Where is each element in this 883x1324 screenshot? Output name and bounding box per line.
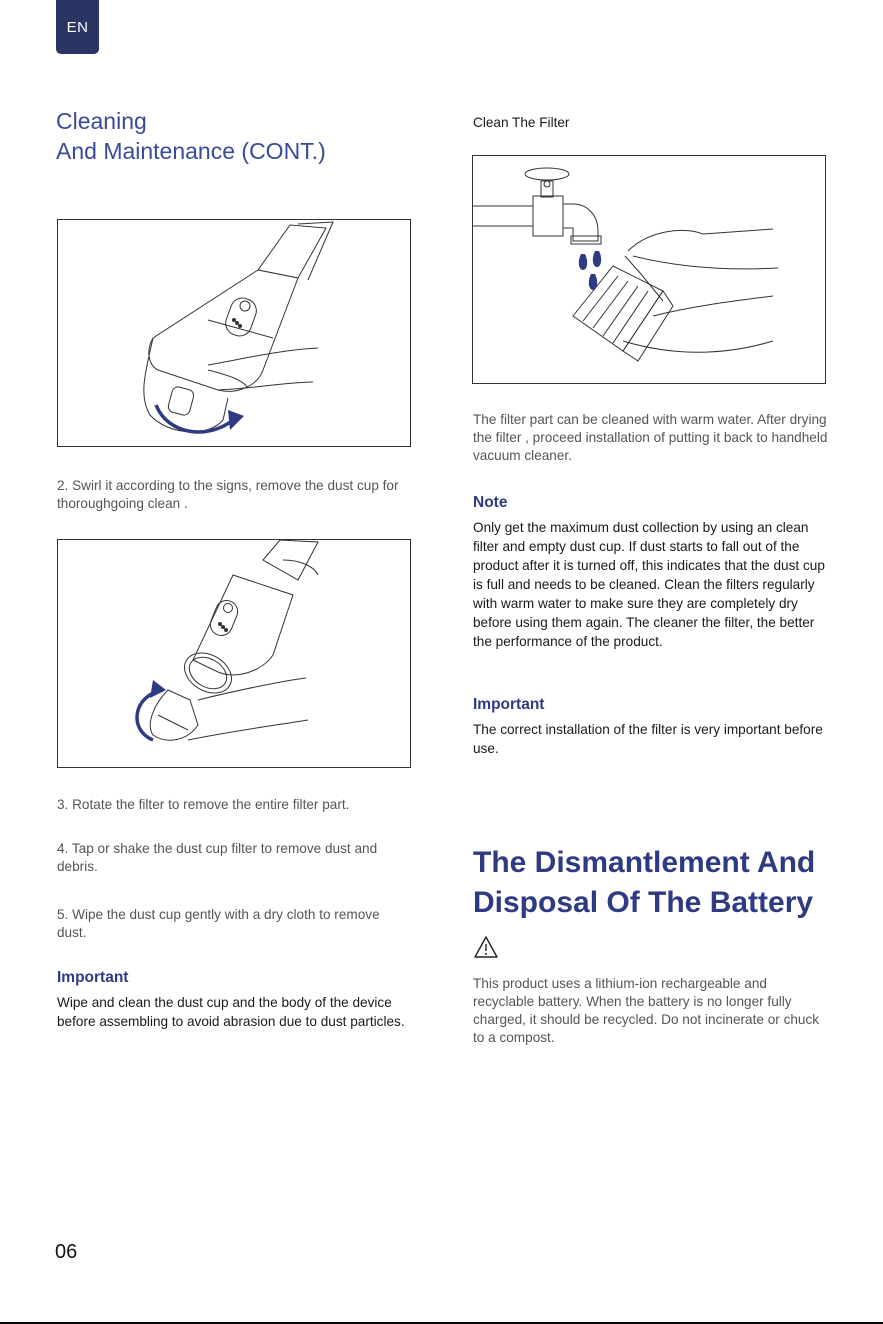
faucet-filter-illustration: [473, 156, 825, 383]
filter-text: The filter part can be cleaned with warm water. After drying the filter , proceed installation of putting it back to handheld vacuum cleaner.: [473, 412, 828, 463]
left-important-heading: Important: [57, 969, 129, 986]
step-4-text: 4. Tap or shake the dust cup filter to remove dust and debris.: [57, 841, 378, 874]
step-5-text: 5. Wipe the dust cup gently with a dry cloth to remove dust.: [57, 907, 380, 940]
step-3-text: 3. Rotate the filter to remove the entire filter part.: [57, 797, 350, 812]
step-2-text: 2. Swirl it according to the signs, remove the dust cup for thoroughgoing clean .: [57, 478, 399, 511]
language-tab: EN: [56, 0, 99, 54]
warning-triangle-icon: [474, 936, 498, 958]
section-title-line2: And Maintenance (CONT.): [56, 138, 326, 164]
figure-rotate-filter: [57, 539, 411, 768]
right-important-text: The correct installation of the filter is very important before use.: [473, 722, 823, 756]
battery-title-line1: The Dismantlement And: [473, 846, 816, 879]
section-title: [56, 106, 326, 166]
figure-clean-filter: [472, 155, 826, 384]
clean-filter-label: Clean The Filter: [473, 115, 570, 130]
note-text: Only get the maximum dust collection by using an clean filter and empty dust cup. If dust starts to fall out of the product after it is turned off, this indicates that the dust cup is full and needs to be cleaned. Clean the filters regularly with warm water to make sure they are completely dry before using them again. The cleaner the filter, the better the performance of the product.: [473, 520, 825, 649]
battery-title-line2: Disposal Of The Battery: [473, 886, 814, 919]
section-title-line1: Cleaning: [56, 108, 147, 134]
figure-swirl-dust-cup: [57, 219, 411, 447]
right-important-heading: Important: [473, 696, 545, 713]
page-number: 06: [55, 1241, 78, 1263]
battery-title: [473, 843, 833, 923]
battery-text: This product uses a lithium-ion rechargeable and recyclable battery. When the battery is no longer fully charged, it should be recycled. Do not incinerate or chuck to a compost.: [473, 976, 820, 1045]
filter-rotate-illustration: [58, 540, 410, 767]
vacuum-swirl-illustration: [58, 220, 410, 446]
note-heading: Note: [473, 494, 508, 511]
left-important-text: Wipe and clean the dust cup and the body of the device before assembling to avoid abrasion due to dust particles.: [57, 995, 405, 1029]
